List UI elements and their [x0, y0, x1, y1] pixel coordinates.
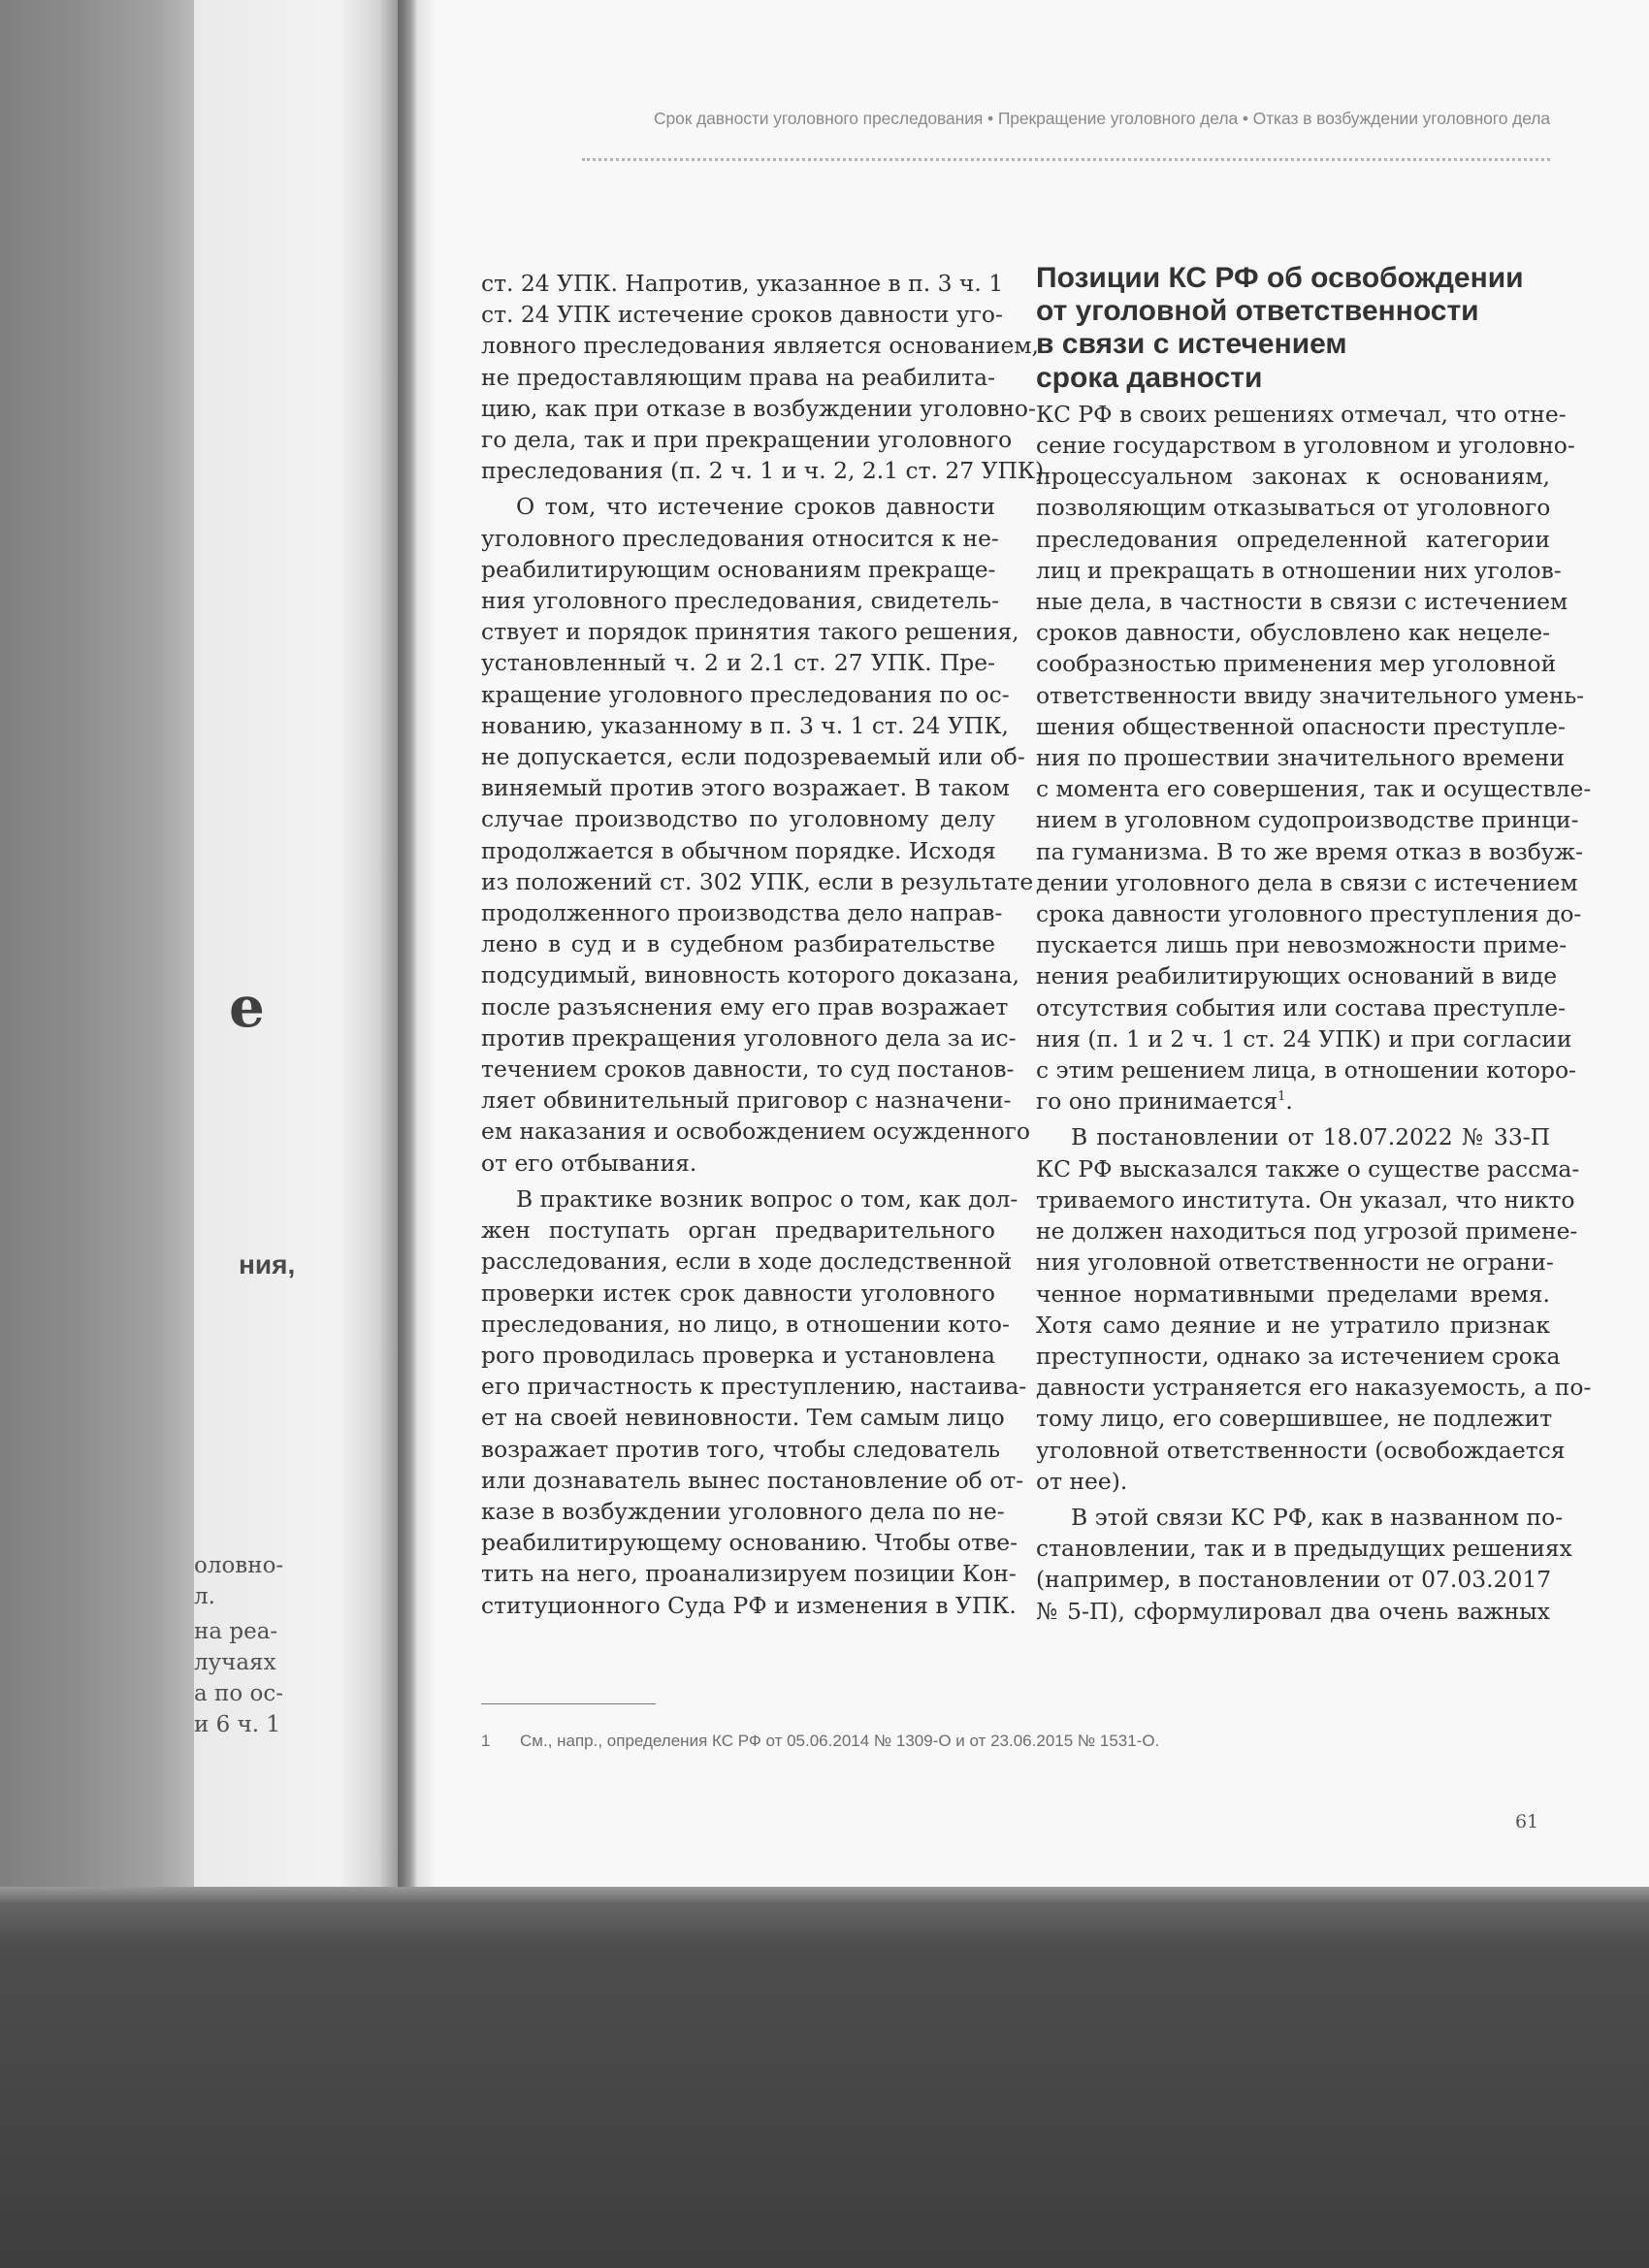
footnote-number: 1 [481, 1732, 491, 1750]
text-line: срока давности уголовного преступления до- [1036, 900, 1582, 928]
text-line: казе в возбуждении уголовного дела по не- [481, 1497, 1005, 1525]
text-line: ст. 24 УПК истечение сроков давности уго- [481, 301, 1003, 329]
text-line: В постановлении от 18.07.2022 № 33-П [1071, 1123, 1550, 1151]
footnote-reference: 1 [1277, 1089, 1286, 1105]
text-line: после разъяснения ему его прав возражает [481, 992, 1009, 1021]
text-line: тому лицо, его совершившее, не подлежит [1036, 1405, 1553, 1433]
text-line: сение государством в уголовном и уголовно- [1036, 432, 1575, 460]
footnote [481, 1732, 1159, 1751]
text-line: сроков давности, обусловлено как нецеле- [1036, 619, 1550, 647]
text-line: становлении, так и в предыдущих решениях [1036, 1535, 1572, 1563]
text-line: расследования, если в ходе доследственной [481, 1247, 1013, 1276]
text-line: проверки истек срок давности уголовного [481, 1279, 995, 1307]
text-line: № 5-П), сформулировал два очень важных [1036, 1597, 1550, 1625]
page-gutter-shadow [398, 0, 436, 1887]
text-line: ем наказания и освобождением осужденного [481, 1118, 1030, 1146]
text-line: против прекращения уголовного дела за ис- [481, 1023, 1017, 1052]
previous-page-line: и 6 ч. 1 [194, 1712, 281, 1737]
text-line: ст. 24 УПК. Напротив, указанное в п. 3 ч. 1 [481, 270, 1004, 297]
text-line: ституционного Суда РФ и изменения в УПК. [481, 1591, 1017, 1619]
previous-page-heading-fragment: ния, [239, 1249, 296, 1280]
text-line: ответственности ввиду значительного умень- [1036, 681, 1585, 709]
text-line: возражает против того, чтобы следователь [481, 1435, 1001, 1463]
text-line: жен поступать орган предварительного [481, 1216, 995, 1245]
text-line: нием в уголовном судопроизводстве принци- [1036, 806, 1579, 834]
text-line: с этим решением лица, в отношении которо- [1036, 1056, 1576, 1085]
text-line: шения общественной опасности преступле- [1036, 712, 1566, 740]
text-line: О том, что истечение сроков давности [516, 493, 995, 521]
page-number: 61 [1515, 1811, 1539, 1832]
text-line: ные дела, в частности в связи с истечением [1036, 588, 1568, 616]
text-line: реабилитирующему основанию. Чтобы отве- [481, 1529, 1018, 1557]
right-text-column [1036, 262, 1592, 1627]
text-line: виняемый против этого возражает. В таком [481, 774, 1010, 802]
text-line: ния уголовной ответственности не ограни- [1036, 1248, 1554, 1277]
text-line: Хотя само деяние и не утратило признак [1036, 1311, 1550, 1339]
text-line: уголовного преследования относится к не- [481, 524, 999, 552]
text-line: ствует и порядок принятия такого решения, [481, 618, 1019, 646]
scanner-background [0, 1887, 1649, 2268]
text-line: преследования определенной категории [1036, 525, 1550, 553]
text-line: не должен находиться под угрозой примене- [1036, 1217, 1578, 1246]
running-header: Срок давности уголовного преследования • Прекращение уголовного дела • Отказ в возбуждении уголовного дела [653, 109, 1550, 128]
text-line: ловного преследования является основанием, [481, 332, 1039, 360]
text-line: триваемого института. Он указал, что никто [1036, 1185, 1575, 1214]
text-line: нения реабилитирующих оснований в виде [1036, 962, 1558, 990]
text-line: продолженного производства дело направ- [481, 899, 1003, 927]
text-line: или дознаватель вынес постановление об от- [481, 1466, 1024, 1494]
text-line: уголовной ответственности (освобождается [1036, 1436, 1566, 1464]
text-line: не допускается, если подозреваемый или об- [481, 743, 1025, 771]
left-text-column [481, 268, 1051, 1621]
text-line: го дела, так и при прекращении уголовного [481, 426, 1013, 454]
previous-page-line: на реа- [194, 1619, 278, 1644]
text-line: из положений ст. 302 УПК, если в результате [481, 867, 1034, 895]
previous-page-line: а по ос- [194, 1681, 284, 1706]
text-line: отсутствия события или состава преступле- [1036, 993, 1567, 1021]
text-line: подсудимый, виновность которого доказана, [481, 961, 1019, 989]
text-line: кращение уголовного преследования по ос- [481, 680, 1010, 708]
header-dotted-rule [582, 158, 1550, 161]
text-line: от нее). [1036, 1467, 1128, 1495]
heading-line: в связи с истечением [1036, 328, 1347, 361]
text-line: па гуманизма. В то же время отказ в возбуж- [1036, 837, 1583, 865]
text-line: рого проводилась проверка и установлена [481, 1341, 995, 1369]
text-line: В практике возник вопрос о том, как дол- [516, 1184, 1018, 1213]
heading-line: от уголовной ответственности [1036, 295, 1479, 328]
text-line: преступности, однако за истечением срока [1036, 1342, 1561, 1370]
previous-page-line: л. [194, 1584, 215, 1609]
previous-page-glyph: е [229, 974, 265, 1040]
text-line: КС РФ высказался также о существе рассма- [1036, 1154, 1580, 1183]
text-line: дении уголовного дела в связи с истечением [1036, 868, 1578, 896]
heading-line: срока давности [1036, 361, 1263, 394]
scan-shadow [0, 0, 223, 1887]
text-line: преследования (п. 2 ч. 1 и ч. 2, 2.1 ст. 27 УПК). [481, 457, 1051, 485]
text-line: ет на своей невиновности. Тем самым лицо [481, 1404, 1005, 1432]
footnote-text: См., напр., определения КС РФ от 05.06.2014 № 1309-О и от 23.06.2015 № 1531-О. [520, 1732, 1160, 1750]
text-line: ния уголовного преследования, свидетель- [481, 587, 1000, 615]
text-line: реабилитирующим основаниям прекраще- [481, 555, 996, 583]
text-line: В этой связи КС РФ, как в названном по- [1071, 1503, 1564, 1531]
text-line: цию, как при отказе в возбуждении уголовно- [481, 394, 1036, 422]
text-line: ляет обвинительный приговор с назначени- [481, 1086, 1012, 1115]
text-line: установленный ч. 2 и 2.1 ст. 27 УПК. Пре- [481, 649, 995, 677]
text-line: не предоставляющим права на реабилита- [481, 363, 995, 391]
text-line: КС РФ в своих решениях отмечал, что отне- [1036, 400, 1567, 428]
text-line: его причастность к преступлению, настаива- [481, 1373, 1027, 1401]
text-line: лено в суд и в судебном разбирательстве [481, 930, 995, 958]
text-line: случае производство по уголовному делу [481, 805, 995, 833]
previous-page-line: оловно- [194, 1553, 284, 1578]
page-edge-shadow [0, 1887, 1649, 1902]
heading-line: Позиции КС РФ об освобождении [1036, 262, 1524, 294]
footnote-rule [481, 1703, 656, 1704]
text-line: с момента его совершения, так и осуществле- [1036, 775, 1592, 803]
text-line: преследования, но лицо, в отношении кото- [481, 1310, 1010, 1338]
text-line: ченное нормативными пределами время. [1036, 1280, 1550, 1308]
text-line: ния (п. 1 и 2 ч. 1 ст. 24 УПК) и при согласии [1036, 1024, 1572, 1053]
text-line: процессуальном законах к основаниям, [1036, 463, 1550, 491]
text-line: продолжается в обычном порядке. Исходя [481, 836, 996, 864]
text-line: позволяющим отказываться от уголовного [1036, 494, 1551, 522]
text-line: лиц и прекращать в отношении них уголов- [1036, 556, 1562, 584]
text-line: нованию, указанному в п. 3 ч. 1 ст. 24 УПК, [481, 711, 1009, 739]
right-column-body [1036, 399, 1592, 1627]
text-line: пускается лишь при невозможности приме- [1036, 931, 1568, 959]
text-line: (например, в постановлении от 07.03.2017 [1036, 1566, 1552, 1594]
previous-page [194, 0, 417, 1887]
text-line: ния по прошествии значительного времени [1036, 744, 1565, 772]
text-line: от его отбывания. [481, 1149, 697, 1177]
text-line: давности устраняется его наказуемость, а по- [1036, 1374, 1592, 1402]
previous-page-line: лучаях [194, 1650, 276, 1675]
text-line: сообразностью применения мер уголовной [1036, 650, 1557, 678]
text-line: го оно принимается$^1$. [1036, 1087, 1293, 1116]
text-line: течением сроков давности, то суд постанов- [481, 1055, 1015, 1084]
section-heading [1036, 262, 1550, 395]
text-line: тить на него, проанализируем позиции Кон- [481, 1560, 1017, 1588]
